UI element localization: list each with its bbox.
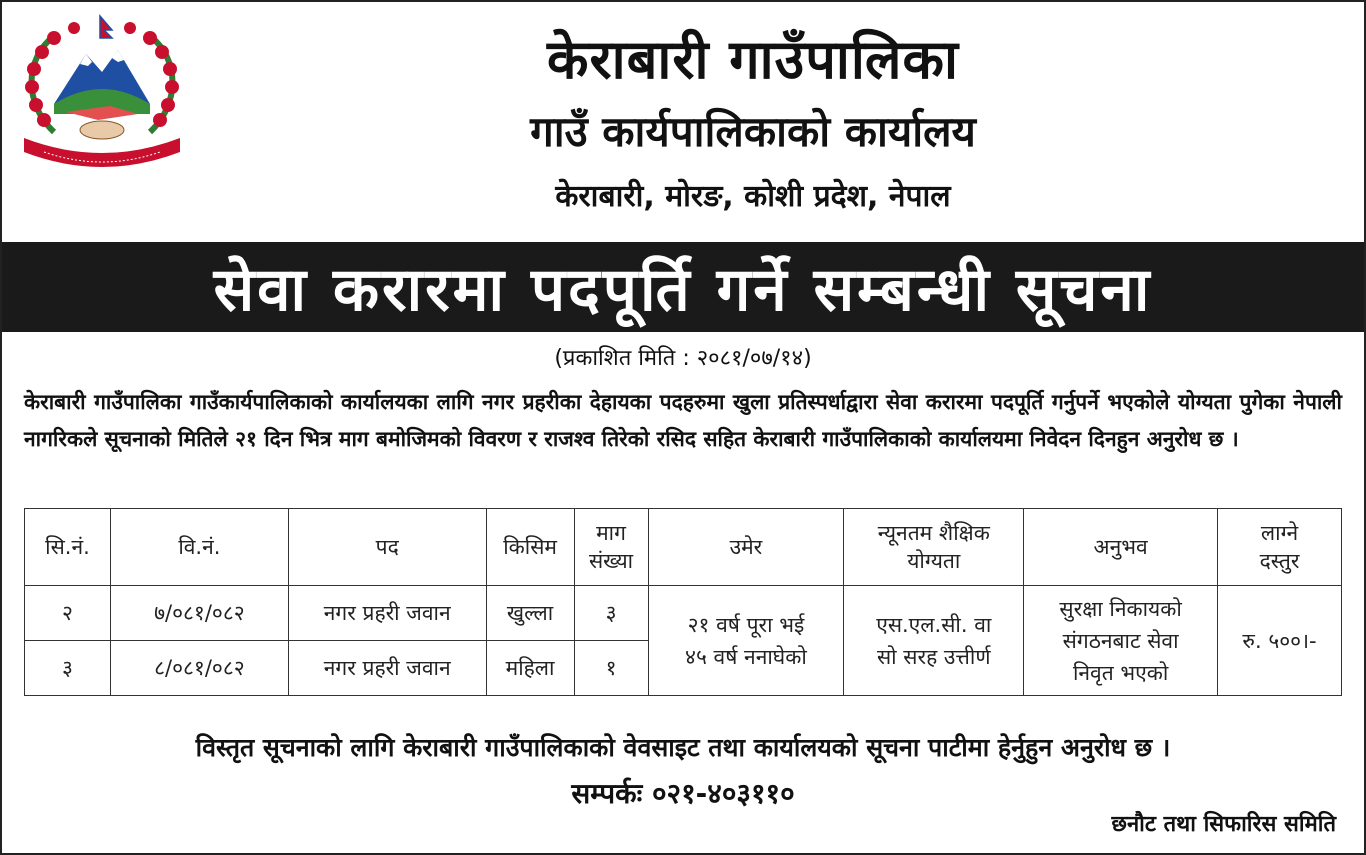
header-demand [574, 509, 648, 586]
header-post: पद [288, 509, 486, 586]
header-age: उमेर [648, 509, 844, 586]
vacancy-table [24, 508, 1342, 696]
header-fee-line2: दस्तुर [1259, 549, 1300, 573]
cell-post: नगर प्रहरी जवान [288, 641, 486, 696]
qualification-line2: सो सरह उत्तीर्ण [876, 644, 991, 669]
header-qualification-line2: योग्यता [907, 549, 961, 573]
qualification-line1: एस.एल.सी. वा [876, 612, 992, 637]
cell-adv-no: ७/०८१/०८२ [110, 586, 288, 641]
office-name: गाउँ कार्यपालिकाको कार्यालय [530, 107, 976, 156]
cell-age [648, 586, 844, 696]
experience-line1: सुरक्षा निकायको [1059, 596, 1182, 621]
cell-demand: ३ [574, 586, 648, 641]
cell-sn: २ [25, 586, 111, 641]
nepal-emblem-icon [14, 14, 190, 174]
experience-line2: संगठनबाट सेवा [1062, 628, 1179, 653]
cell-experience [1024, 586, 1218, 696]
table-header-row [25, 509, 1342, 586]
footer-committee-signature: छनौट तथा सिफारिस समिति [1111, 812, 1336, 837]
municipality-name: केराबारी गाउँपालिका [547, 28, 959, 91]
cell-type: खुल्ला [486, 586, 574, 641]
header-fee [1218, 509, 1342, 586]
header-demand-line2: संख्या [588, 549, 634, 573]
header-sn: सि.नं. [25, 509, 111, 586]
header-type: किसिम [486, 509, 574, 586]
notice-intro-paragraph: केराबारी गाउँपालिका गाउँकार्यपालिकाको कार्यालयका लागि नगर प्रहरीका देहायका पदहरुमा खुला प्रतिस्पर्धाद्वारा सेवा करारमा पदपूर्ति गर्नुपर्ने भएकोले योग्यता पुगेका नेपाली नागरिकले सूचनाको मितिले २१ दिन भित्र माग बमोजिमको विवरण र राजश्व तिरेको रसिद सहित केराबारी गाउँपालिकाको कार्यालयमा निवेदन दिनहुन अनुरोध छ । [24, 390, 1342, 451]
office-address: केराबारी, मोरङ, कोशी प्रदेश, नेपाल [555, 179, 951, 214]
header-adv-no: वि.नं. [110, 509, 288, 586]
published-date: (प्रकाशित मिति : २०८१/०७/१४) [554, 346, 812, 371]
table-row [25, 586, 1342, 641]
cell-type: महिला [486, 641, 574, 696]
footer-contact: सम्पर्कः ०२१-४०३११० [571, 777, 795, 810]
header-qualification [844, 509, 1024, 586]
footer-info-text: विस्तृत सूचनाको लागि केराबारी गाउँपालिकाको वेवसाइट तथा कार्यालयको सूचना पाटीमा हेर्नुहुन अनुरोध छ । [195, 733, 1171, 762]
age-line1: २१ वर्ष पूरा भई [687, 612, 805, 637]
cell-post: नगर प्रहरी जवान [288, 586, 486, 641]
header-demand-line1: माग [596, 521, 626, 545]
experience-line3: निवृत भएको [1072, 660, 1169, 685]
cell-fee: रु. ५००।- [1218, 586, 1342, 696]
notice-title-banner [2, 242, 1364, 332]
header-experience: अनुभव [1024, 509, 1218, 586]
cell-qualification [844, 586, 1024, 696]
notice-title: सेवा करारमा पदपूर्ति गर्ने सम्बन्धी सूचना [213, 255, 1153, 325]
cell-demand: १ [574, 641, 648, 696]
cell-adv-no: ८/०८१/०८२ [110, 641, 288, 696]
cell-sn: ३ [25, 641, 111, 696]
age-line2: ४५ वर्ष ननाघेको [685, 644, 807, 669]
header-qualification-line1: न्यूनतम शैक्षिक [877, 521, 990, 545]
header-fee-line1: लाग्ने [1260, 521, 1299, 545]
